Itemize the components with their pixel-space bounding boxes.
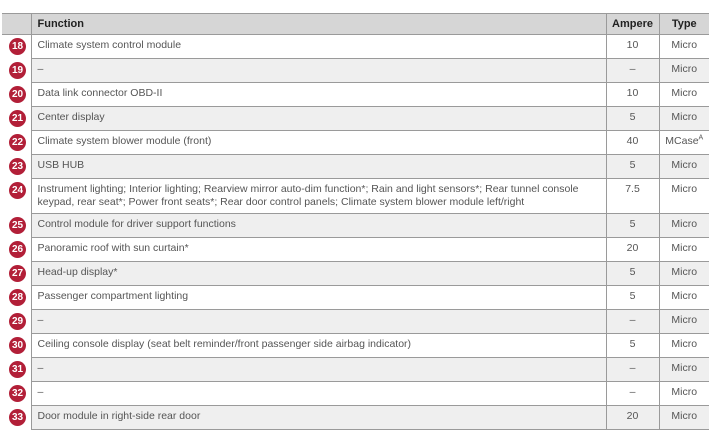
table-row	[2, 382, 709, 406]
fuse-number-badge: 32	[9, 385, 26, 402]
header-function: Function	[31, 14, 606, 35]
fuse-ampere: 5	[606, 107, 659, 131]
fuse-type: Micro	[671, 338, 698, 350]
fuse-function: –	[31, 310, 606, 334]
fuse-type: Micro	[671, 410, 698, 422]
fuse-number-badge: 26	[9, 241, 26, 258]
fuse-type: Micro	[671, 159, 698, 171]
fuse-type: Micro	[671, 314, 698, 326]
fuse-type: Micro	[671, 218, 698, 230]
table-row	[2, 334, 709, 358]
fuse-ampere: 40	[606, 131, 659, 155]
fuse-function: Center display	[31, 107, 606, 131]
table-row	[2, 310, 709, 334]
fuse-number-badge: 21	[9, 110, 26, 127]
fuse-number-badge: 33	[9, 409, 26, 426]
fuse-number-badge: 22	[9, 134, 26, 151]
fuse-number-badge: 19	[9, 62, 26, 79]
fuse-ampere: 5	[606, 214, 659, 238]
header-ampere: Ampere	[606, 14, 659, 35]
fuse-function: Climate system blower module (front)	[31, 131, 606, 155]
fuse-number-badge: 31	[9, 361, 26, 378]
fuse-number-badge: 27	[9, 265, 26, 282]
fuse-type: Micro	[671, 290, 698, 302]
fuse-function: Panoramic roof with sun curtain*	[31, 238, 606, 262]
fuse-function: USB HUB	[31, 155, 606, 179]
fuse-type: Micro	[671, 266, 698, 278]
fuse-ampere: 20	[606, 238, 659, 262]
table-row	[2, 179, 709, 214]
table-row	[2, 238, 709, 262]
fuse-function: Door module in right-side rear door	[31, 406, 606, 430]
fuse-table	[2, 13, 709, 430]
fuse-type: Micro	[671, 183, 698, 195]
fuse-number-badge: 20	[9, 86, 26, 103]
fuse-type: Micro	[671, 111, 698, 123]
fuse-ampere: 10	[606, 35, 659, 59]
table-row	[2, 262, 709, 286]
footnote-marker: A	[698, 134, 704, 142]
fuse-number-badge: 24	[9, 182, 26, 199]
fuse-number-badge: 18	[9, 38, 26, 55]
table-row	[2, 406, 709, 430]
fuse-type: Micro	[671, 362, 698, 374]
fuse-function: Data link connector OBD-II	[31, 83, 606, 107]
fuse-ampere: –	[606, 59, 659, 83]
fuse-type: MCase	[665, 135, 699, 147]
table-header-row	[2, 14, 709, 35]
fuse-type: Micro	[671, 63, 698, 75]
fuse-ampere: 5	[606, 286, 659, 310]
header-number	[2, 14, 31, 35]
table-row	[2, 155, 709, 179]
fuse-function: Passenger compartment lighting	[31, 286, 606, 310]
fuse-number-badge: 30	[9, 337, 26, 354]
table-row	[2, 286, 709, 310]
fuse-type: Micro	[671, 87, 698, 99]
table-row	[2, 214, 709, 238]
fuse-ampere: –	[606, 382, 659, 406]
fuse-function: Climate system control module	[31, 35, 606, 59]
table-row	[2, 59, 709, 83]
fuse-ampere: 5	[606, 262, 659, 286]
fuse-ampere: 5	[606, 155, 659, 179]
fuse-type: Micro	[671, 39, 698, 51]
fuse-type: Micro	[671, 386, 698, 398]
table-row	[2, 107, 709, 131]
fuse-number-badge: 29	[9, 313, 26, 330]
fuse-ampere: –	[606, 358, 659, 382]
fuse-function: –	[31, 59, 606, 83]
table-row	[2, 83, 709, 107]
fuse-function: Head-up display*	[31, 262, 606, 286]
fuse-function: –	[31, 382, 606, 406]
fuse-ampere: 5	[606, 334, 659, 358]
fuse-ampere: –	[606, 310, 659, 334]
header-type: Type	[659, 14, 709, 35]
table-row	[2, 358, 709, 382]
fuse-function: Ceiling console display (seat belt reminder/front passenger side airbag indicator)	[31, 334, 606, 358]
fuse-ampere: 20	[606, 406, 659, 430]
fuse-function: –	[31, 358, 606, 382]
fuse-ampere: 10	[606, 83, 659, 107]
fuse-function: Control module for driver support functions	[31, 214, 606, 238]
fuse-ampere: 7.5	[606, 179, 659, 214]
table-row	[2, 131, 709, 155]
table-row	[2, 35, 709, 59]
fuse-table-container	[2, 13, 709, 430]
fuse-function: Instrument lighting; Interior lighting; Rearview mirror auto-dim function*; Rain and light sensors*; Rear tunnel console keypad, rear seat*; Power front seats*; Rear door control panels; Climate system blower module left/right	[31, 179, 606, 214]
fuse-number-badge: 28	[9, 289, 26, 306]
fuse-number-badge: 25	[9, 217, 26, 234]
fuse-type: Micro	[671, 242, 698, 254]
fuse-number-badge: 23	[9, 158, 26, 175]
